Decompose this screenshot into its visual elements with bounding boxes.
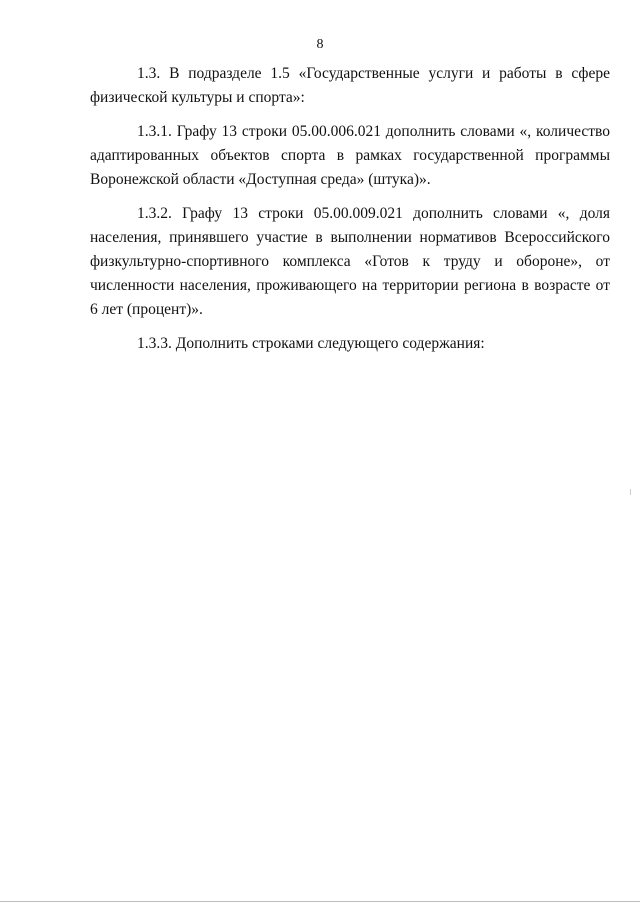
- paragraph-1-3-3: 1.3.3. Дополнить строками следующего содержания:: [137, 335, 485, 352]
- scan-mark: [630, 489, 631, 495]
- page-number: 8: [316, 37, 324, 52]
- paragraph-1-3: 1.3. В подразделе 1.5 «Государственные услуги и работы в сфере физической культуры и спорта»:: [90, 65, 610, 106]
- paragraph-1-3-1: 1.3.1. Графу 13 строки 05.00.006.021 дополнить словами «, количество адаптированных объектов спорта в рамках государственной программы Воронежской области «Доступная среда» (штука)».: [90, 123, 610, 188]
- paragraph-1-3-2: 1.3.2. Графу 13 строки 05.00.009.021 дополнить словами «, доля населения, принявшего участие в выполнении нормативов Всероссийского физкультурно-спортивного комплекса «Готов к труду и обороне», от численности населения, проживающего на территории региона в возрасте от 6 лет (процент)».: [90, 205, 610, 318]
- document-body: [90, 62, 610, 356]
- bottom-edge-line: [0, 901, 640, 902]
